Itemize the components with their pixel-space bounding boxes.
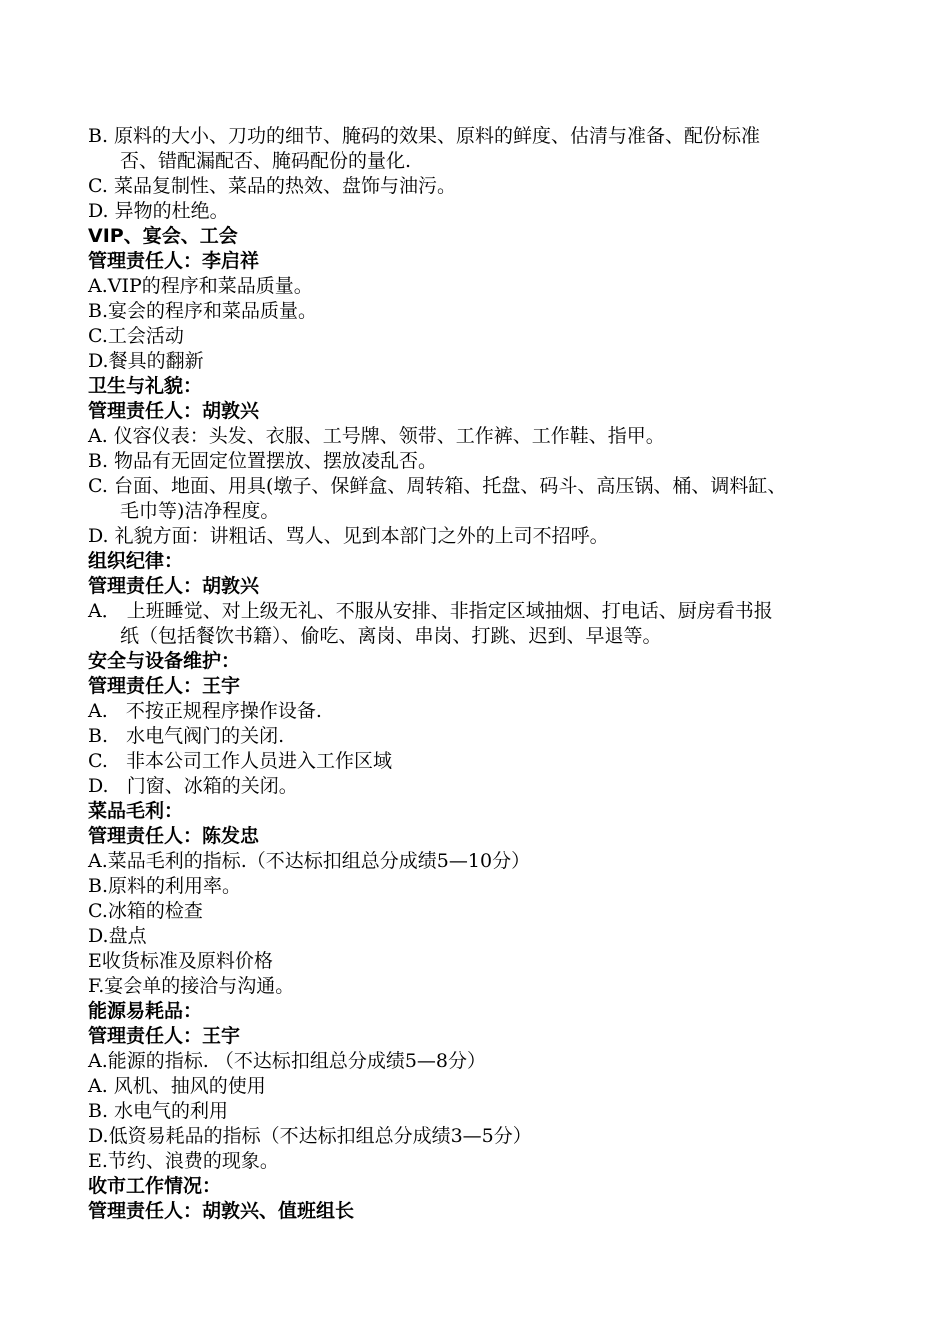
line-b-utilization: B.原料的利用率。 xyxy=(88,875,242,897)
line-c-union: C.工会活动 xyxy=(88,325,184,347)
line-d-foreign-matter: D. 异物的杜绝。 xyxy=(88,200,229,222)
section-manager-margin: 管理责任人：陈发忠 xyxy=(88,825,260,847)
line-b-banquet: B.宴会的程序和菜品质量。 xyxy=(88,300,318,322)
section-heading-closing: 收市工作情况： xyxy=(88,1175,222,1197)
line-a-margin-target: A.菜品毛利的指标.（不达标扣组总分成绩5—10分） xyxy=(88,850,531,872)
line-c-outsiders: C. 非本公司工作人员进入工作区域 xyxy=(88,750,393,772)
section-manager-closing: 管理责任人：胡敦兴、值班组长 xyxy=(88,1200,355,1222)
line-a-appearance: A. 仪容仪表：头发、衣服、工号牌、领带、工作裤、工作鞋、指甲。 xyxy=(88,425,665,447)
section-heading-energy: 能源易耗品： xyxy=(88,1000,203,1022)
section-heading-discipline: 组织纪律： xyxy=(88,550,184,572)
line-b-raw-material: B. 原料的大小、刀功的细节、腌码的效果、原料的鲜度、估清与准备、配份标准 xyxy=(88,125,761,147)
line-e-waste: E.节约、浪费的现象。 xyxy=(88,1150,279,1172)
section-manager-vip: 管理责任人：李启祥 xyxy=(88,250,260,272)
line-b-valves: B. 水电气阀门的关闭. xyxy=(88,725,285,747)
line-d-manners: D. 礼貌方面：讲粗话、骂人、见到本部门之外的上司不招呼。 xyxy=(88,525,609,547)
line-b-items: B. 物品有无固定位置摆放、摆放凌乱否。 xyxy=(88,450,438,472)
line-a-discipline: A． 上班睡觉、对上级无礼、不服从安排、非指定区域抽烟、打电话、厨房看书报 xyxy=(88,600,773,622)
line-a-equipment: A. 不按正规程序操作设备. xyxy=(88,700,322,722)
line-a-energy-target: A.能源的指标. （不达标扣组总分成绩5—8分） xyxy=(88,1050,487,1072)
section-manager-safety: 管理责任人：王宇 xyxy=(88,675,241,697)
section-heading-safety: 安全与设备维护： xyxy=(88,650,241,672)
line-a-discipline-continued: 纸（包括餐饮书籍）、偷吃、离岗、串岗、打跳、迟到、早退等。 xyxy=(120,625,662,647)
section-manager-hygiene: 管理责任人：胡敦兴 xyxy=(88,400,260,422)
line-a-vip: A.VIP的程序和菜品质量。 xyxy=(88,275,313,297)
section-manager-energy: 管理责任人：王宇 xyxy=(88,1025,241,1047)
section-heading-margin: 菜品毛利： xyxy=(88,800,184,822)
line-c-continued: 毛巾等)洁净程度。 xyxy=(120,500,280,522)
line-c-surfaces: C. 台面、地面、用具(墩子、保鲜盒、周转箱、托盘、码斗、高压锅、桶、调料缸、 xyxy=(88,475,787,497)
section-heading-hygiene: 卫生与礼貌： xyxy=(88,375,203,397)
section-heading-vip: VIP、宴会、工会 xyxy=(88,225,238,247)
line-d-tableware: D.餐具的翻新 xyxy=(88,350,204,372)
line-d-consumables: D.低资易耗品的指标（不达标扣组总分成绩3—5分） xyxy=(88,1125,532,1147)
section-manager-discipline: 管理责任人：胡敦兴 xyxy=(88,575,260,597)
line-c-fridge: C.冰箱的检查 xyxy=(88,900,203,922)
line-c-dish-copy: C. 菜品复制性、菜品的热效、盘饰与油污。 xyxy=(88,175,456,197)
line-b-continued: 否、错配漏配否、腌码配份的量化. xyxy=(120,150,412,172)
line-b-utilities: B. 水电气的利用 xyxy=(88,1100,229,1122)
line-f-banquet-orders: F.宴会单的接洽与沟通。 xyxy=(88,975,295,997)
line-a-fans: A. 风机、抽风的使用 xyxy=(88,1075,266,1097)
line-d-doors: D. 门窗、冰箱的关闭。 xyxy=(88,775,298,797)
line-e-receiving: E收货标准及原料价格 xyxy=(88,950,273,972)
line-d-inventory: D.盘点 xyxy=(88,925,147,947)
